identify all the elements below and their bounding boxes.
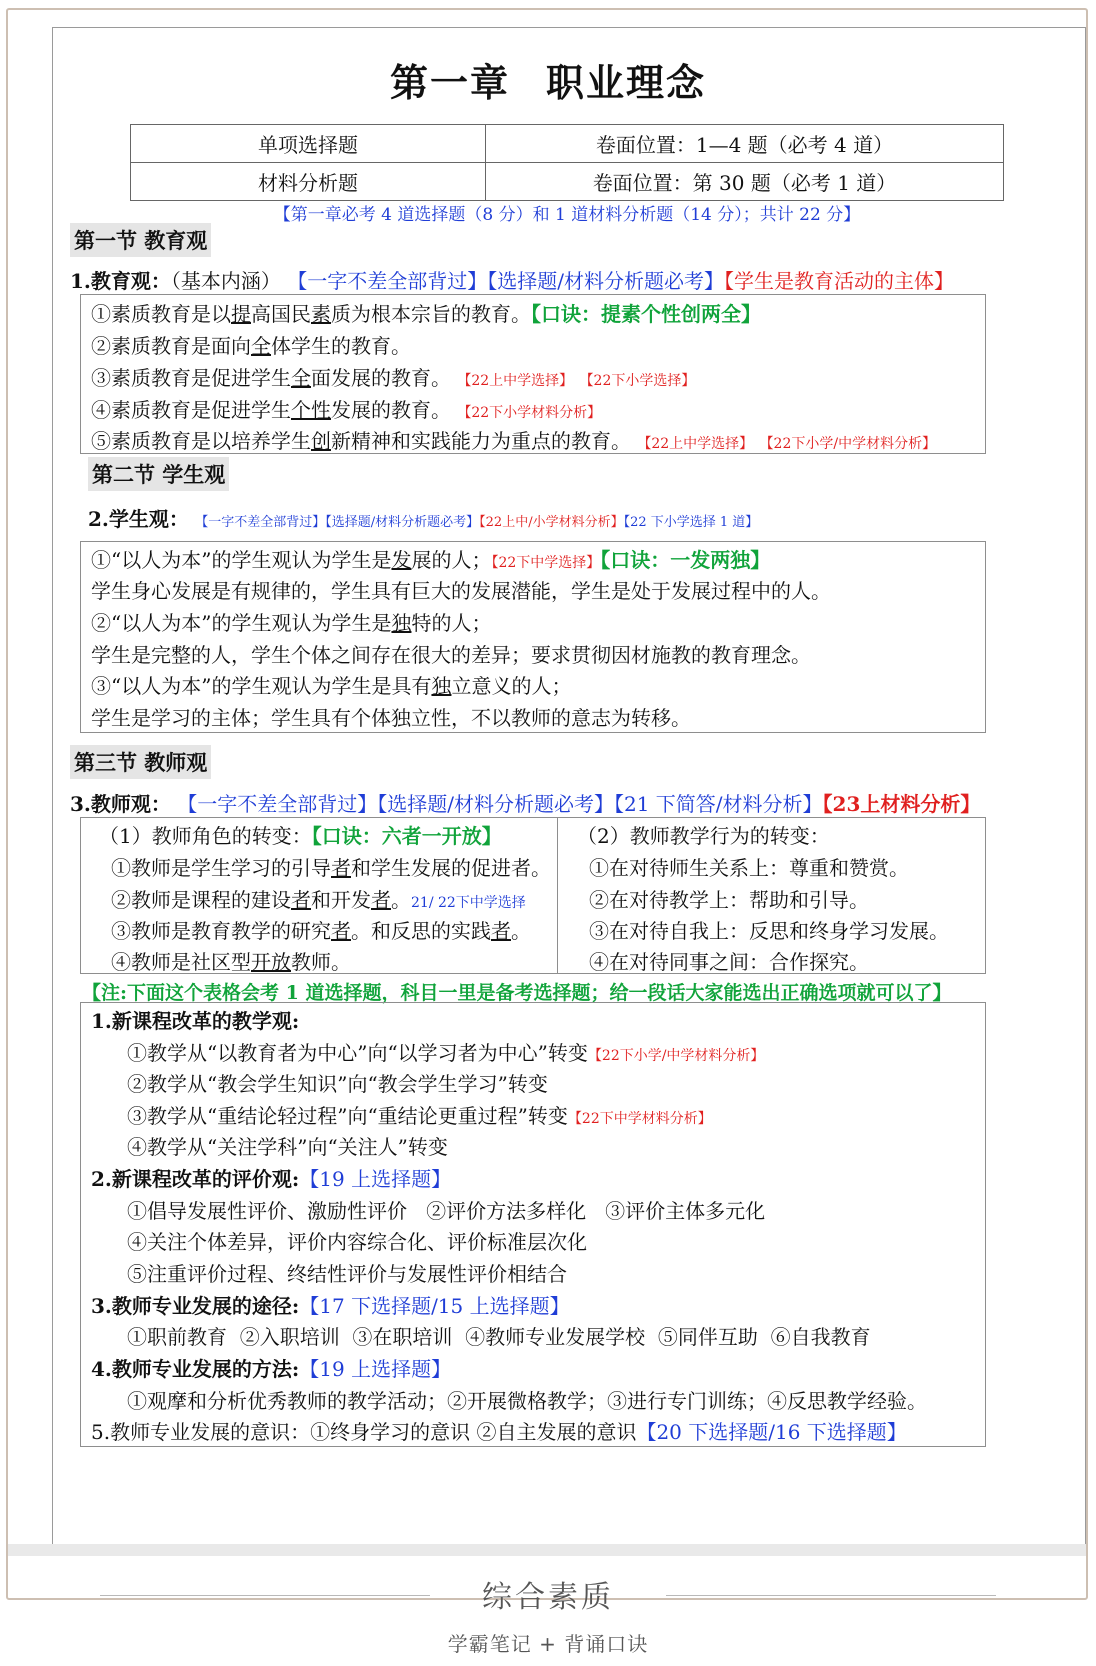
section-title-2: 第二节 学生观 [88, 457, 229, 491]
reform-heading-1: 1.新课程改革的教学观: [91, 1009, 300, 1033]
teacher-role-title: （1）教师角色的转变：【口诀：六者一开放】 [99, 824, 502, 848]
list-item: ②在对待教学上：帮助和引导。 [589, 888, 869, 912]
score-summary: 【第一章必考 4 道选择题（8 分）和 1 道材料分析题（14 分）；共计 22 分】 [273, 205, 861, 225]
list-item: ①“以人为本”的学生观认为学生是发展的人；【22下中学选择】【口诀：一发两独】 [91, 548, 771, 572]
list-item: ④素质教育是促进学生个性发展的教育。 【22下小学材料分析】 [91, 398, 602, 422]
reform-box [80, 1002, 986, 1447]
list-item: ④教师是社区型开放教师。 [111, 950, 351, 974]
chapter-title: 第一章 职业理念 [389, 61, 707, 105]
list-item: ③素质教育是促进学生全面发展的教育。 【22上中学选择】 【22下小学选择】 [91, 366, 696, 390]
student-view-box [80, 541, 986, 733]
list-item: ①教师是学生学习的引导者和学生发展的促进者。 [111, 856, 551, 880]
column-divider [557, 818, 558, 973]
list-item: ①教学从“以教育者为中心”向“以学习者为中心”转变【22下小学/中学材料分析】 [127, 1041, 765, 1065]
reform-heading-4: 4.教师专业发展的方法:【19 上选择题】 [91, 1357, 452, 1381]
list-item: 学生身心发展是有规律的，学生具有巨大的发展潜能，学生是处于发展过程中的人。 [91, 579, 831, 603]
heading-student-view: 2.学生观： 【一字不差全部背过】【选择题/材料分析题必考】【22上中/小学材料分析】【22 下小学选择 1 道】 [88, 507, 759, 531]
note-text: 【注:下面这个表格会考 1 道选择题，科目一里是备考选择题；给一段话大家能选出正确选项就可以了】 [82, 982, 952, 1004]
teaching-behavior-title: （2）教师教学行为的转变： [577, 824, 830, 848]
table-row: 单项选择题 卷面位置：1—4 题（必考 4 道） [131, 125, 1004, 163]
list-item: ④关注个体差异，评价内容综合化、评价标准层次化 [127, 1230, 587, 1254]
list-item: ②教师是课程的建设者和开发者。21/ 22下中学选择 [111, 888, 526, 912]
list-item: 学生是学习的主体；学生具有个体独立性，不以教师的意志为转移。 [91, 706, 691, 730]
page-bottom-shadow [8, 1544, 1086, 1556]
list-item: ②素质教育是面向全体学生的教育。 [91, 334, 411, 358]
reform-heading-5: 5.教师专业发展的意识：①终身学习的意识 ②自主发展的意识【20 下选择题/16 下选择题】 [91, 1420, 907, 1444]
list-item: ①观摩和分析优秀教师的教学活动；②开展微格教学；③进行专门训练；④反思教学经验。 [127, 1389, 927, 1413]
heading-education-view: 1.教育观：（基本内涵） 【一字不差全部背过】【选择题/材料分析题必考】【学生是教育活动的主体】 [70, 269, 954, 293]
reform-heading-3: 3.教师专业发展的途径:【17 下选择题/15 上选择题】 [91, 1294, 570, 1318]
footer-title: 综合素质 [482, 1580, 614, 1615]
list-item: ④教学从“关注学科”向“关注人”转变 [127, 1135, 448, 1159]
list-item: ⑤注重评价过程、终结性评价与发展性评价相结合 [127, 1262, 567, 1286]
list-item: ③教学从“重结论轻过程”向“重结论更重过程”转变【22下中学材料分析】 [127, 1104, 712, 1128]
list-item: ④在对待同事之间：合作探究。 [589, 950, 869, 974]
section-title-3: 第三节 教师观 [70, 745, 211, 779]
section-title-1: 第一节 教育观 [70, 223, 211, 257]
list-item: ③在对待自我上：反思和终身学习发展。 [589, 919, 949, 943]
list-item: ①素质教育是以提高国民素质为根本宗旨的教育。【口诀：提素个性创两全】 [91, 302, 761, 326]
exam-position-table [130, 124, 1004, 201]
list-item: ①在对待师生关系上：尊重和赞赏。 [589, 856, 909, 880]
list-item: ②教学从“教会学生知识”向“教会学生学习”转变 [127, 1072, 548, 1096]
table-row: 材料分析题 卷面位置：第 30 题（必考 1 道） [131, 163, 1004, 201]
list-item: ③教师是教育教学的研究者。和反思的实践者。 [111, 919, 531, 943]
education-view-box [80, 294, 986, 454]
list-item: 学生是完整的人，学生个体之间存在很大的差异；要求贯彻因材施教的教育理念。 [91, 643, 811, 667]
footer-subtitle: 学霸笔记 + 背诵口诀 [447, 1632, 649, 1656]
list-item: ②“以人为本”的学生观认为学生是独特的人； [91, 611, 492, 635]
teacher-view-box [80, 817, 986, 974]
list-item: ①倡导发展性评价、激励性评价 ②评价方法多样化 ③评价主体多元化 [127, 1199, 766, 1223]
reform-heading-2: 2.新课程改革的评价观:【19 上选择题】 [91, 1167, 452, 1191]
heading-teacher-view: 3.教师观： 【一字不差全部背过】【选择题/材料分析题必考】【21 下简答/材料分析】【23上材料分析】 [70, 792, 981, 816]
list-item: ①职前教育 ②入职培训 ③在职培训 ④教师专业发展学校 ⑤同伴互助 ⑥自我教育 [127, 1325, 871, 1349]
list-item: ⑤素质教育是以培养学生创新精神和实践能力为重点的教育。 【22上中学选择】 【22下小学/中学材料分析】 [91, 429, 937, 453]
list-item: ③“以人为本”的学生观认为学生是具有独立意义的人； [91, 674, 572, 698]
